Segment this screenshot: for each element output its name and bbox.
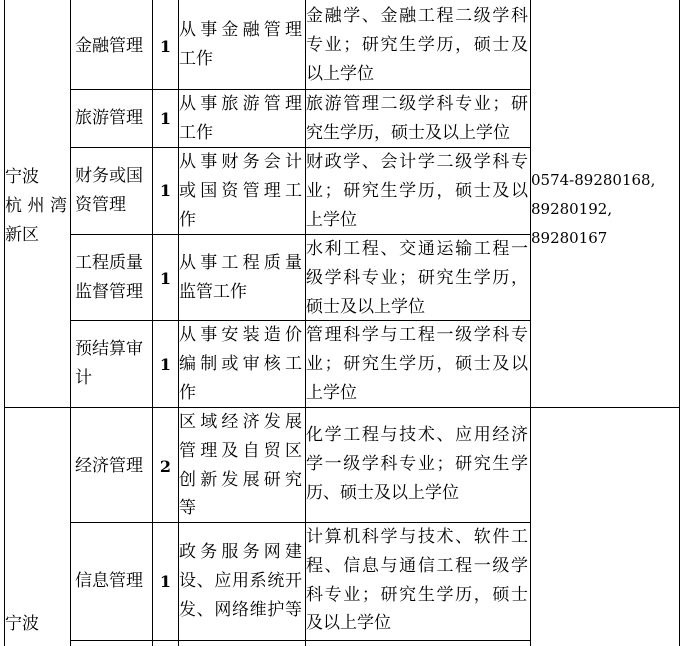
contact-phone: 89280167 xyxy=(531,229,608,247)
headcount: 1 xyxy=(159,269,172,288)
requirement-cell: 水利工程、交通运输工程一 级学科专业；研究生学历， 硕士及以上学位 xyxy=(306,239,528,317)
headcount: 1 xyxy=(159,37,172,56)
table-row xyxy=(71,90,152,147)
requirement-cell: 化学工程与技术、应用经济 学一级学科专业；研究生学 历、硕士及以上学位 xyxy=(306,425,528,503)
position-name: 经济管理 xyxy=(75,456,143,476)
table-row xyxy=(71,235,152,320)
duty-cell: 从事财务会计 或国资管理工 作 xyxy=(179,152,302,230)
headcount: 2 xyxy=(159,457,172,476)
table-border-right xyxy=(679,0,680,646)
duty-cell: 从事工程质量 监管工作 xyxy=(179,253,302,302)
region-line: 杭 州 湾 xyxy=(5,196,67,216)
duty-cell: 从事金融管理 工作 xyxy=(179,20,302,69)
requirement-cell: 计算机科学与技术、软件工 程、信息与通信工程一级学 科专业；研究生学历，硕士 及以上学位 xyxy=(306,527,528,633)
headcount: 1 xyxy=(159,572,172,591)
position-name: 计 xyxy=(75,368,92,388)
table-row xyxy=(71,0,152,89)
headcount: 1 xyxy=(159,355,172,374)
region-line: 新区 xyxy=(5,225,39,245)
requirement-cell: 旅游管理二级学科专业；研 究生学历，硕士及以上学位 xyxy=(306,94,528,143)
table-row xyxy=(71,523,152,640)
table-row xyxy=(71,148,152,234)
requirement-cell: 金融学、金融工程二级学科 专业；研究生学历，硕士及 以上学位 xyxy=(306,6,528,84)
duty-cell: 从事旅游管理 工作 xyxy=(179,94,302,143)
headcount: 1 xyxy=(159,181,172,200)
position-name: 旅游管理 xyxy=(75,108,143,128)
table-border-left xyxy=(4,0,5,646)
column-divider xyxy=(530,0,531,646)
position-name: 财务或国 xyxy=(75,166,143,186)
table-row xyxy=(71,321,152,407)
position-name: 资管理 xyxy=(75,195,126,215)
position-name: 信息管理 xyxy=(75,571,143,591)
position-name: 监督管理 xyxy=(75,282,143,302)
region-line: 宁波 xyxy=(5,614,39,634)
requirement-cell: 财政学、会计学二级学科专 业；研究生学历，硕士及以 上学位 xyxy=(306,152,528,230)
contact-cell xyxy=(531,166,679,256)
region-cell xyxy=(5,610,70,640)
contact-phone: 89280192, xyxy=(531,200,613,218)
region-cell xyxy=(5,163,70,273)
position-name: 工程质量 xyxy=(75,253,143,273)
position-name: 预结算审 xyxy=(75,339,143,359)
headcount: 1 xyxy=(159,109,172,128)
duty-cell: 区域经济发展 管理及自贸区 创新发展研究 等 xyxy=(179,412,302,518)
contact-phone: 0574-89280168, xyxy=(531,171,656,189)
duty-cell: 从事安装造价 编制或审核工 作 xyxy=(179,325,302,403)
duty-cell: 政务服务网建 设、应用系统开 发、网络维护等 xyxy=(179,542,302,620)
row-divider xyxy=(70,640,530,641)
column-divider xyxy=(152,0,153,646)
requirement-cell: 管理科学与工程一级学科专 业；研究生学历，硕士及以 上学位 xyxy=(306,325,528,403)
region-line: 宁波 xyxy=(5,167,39,187)
table-row xyxy=(71,408,152,522)
position-name: 金融管理 xyxy=(75,36,143,56)
